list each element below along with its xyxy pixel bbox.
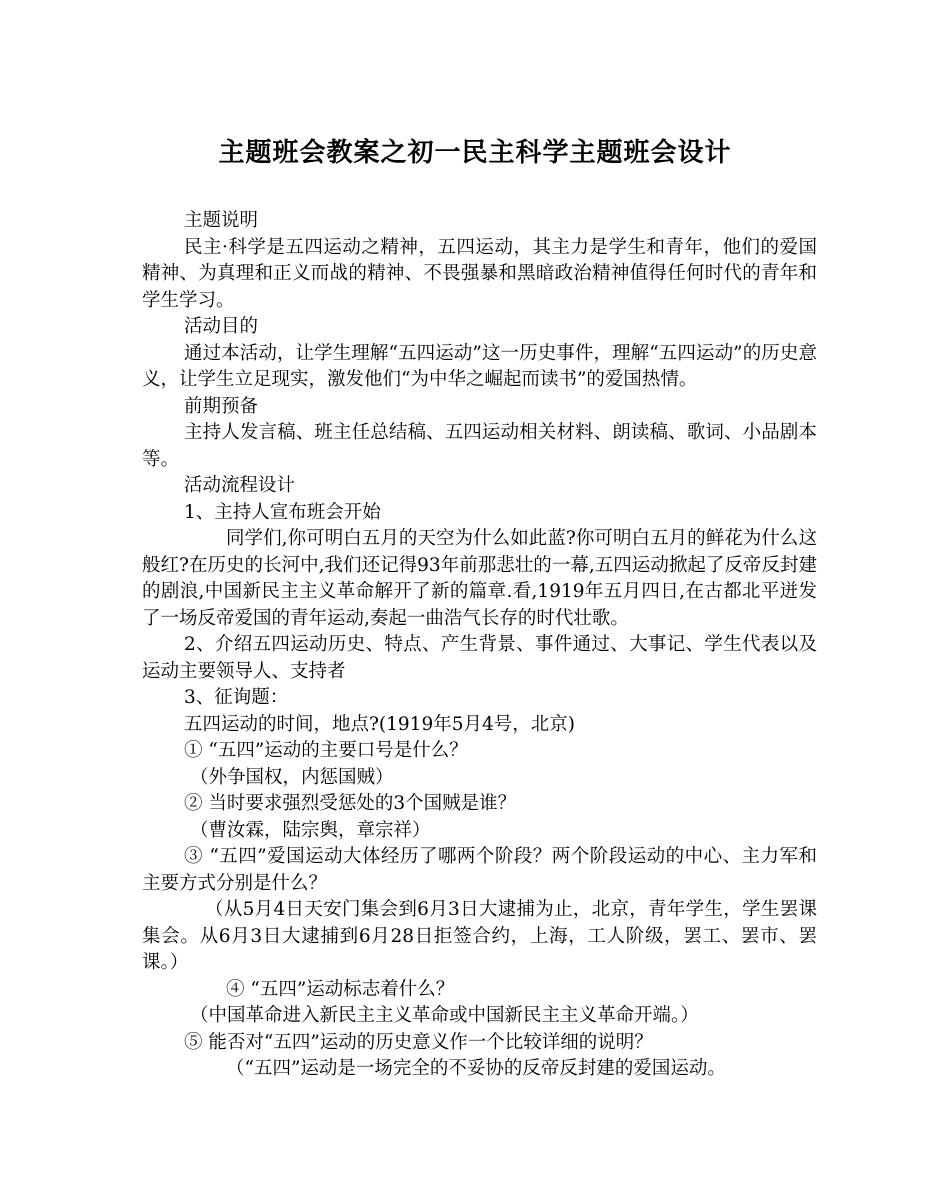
list-item: 3、征询题： xyxy=(184,687,289,708)
answer: （外争国权，内惩国贼） xyxy=(190,766,394,788)
answer: （从5月4日天安门集会到6月3日大逮捕为止，北京，青年学生，学生罢课集会。从6月3日大逮捕到6月28日拒签合约，上海，工人阶级，罢工、罢市、罢课。） xyxy=(142,899,817,973)
document-body xyxy=(142,208,817,1083)
answer: （曹汝霖，陆宗舆，章宗祥） xyxy=(190,819,431,841)
question: 五四运动的时间，地点?(1919年5月4号，北京) xyxy=(184,713,575,735)
list-item: 1、主持人宣布班会开始 xyxy=(184,501,381,523)
question: ② 当时要求强烈受惩处的3个国贼是谁？ xyxy=(184,793,517,814)
question: ⑤ 能否对“五四”运动的历史意义作一个比较详细的说明？ xyxy=(184,1031,653,1053)
section-heading: 主题说明 xyxy=(184,210,259,231)
question: ① “五四”运动的主要口号是什么？ xyxy=(184,740,468,761)
question: ③ “五四”爱国运动大体经历了哪两个阶段？两个阶段运动的中心、主力军和主要方式分别是什么？ xyxy=(142,846,817,894)
paragraph: 通过本活动，让学生理解“五四运动”这一历史事件，理解“五四运动”的历史意义，让学生立足现实，激发他们“为中华之崛起而读书”的爱国热情。 xyxy=(142,342,817,390)
list-item: 2、介绍五四运动历史、特点、产生背景、事件通过、大事记、学生代表以及运动主要领导人、支持者 xyxy=(142,634,817,682)
document-title: 主题班会教案之初一民主科学主题班会设计 xyxy=(218,138,732,168)
answer: （中国革命进入新民主主义革命或中国新民主主义革命开端。） xyxy=(190,1005,699,1026)
section-heading: 活动目的 xyxy=(184,316,259,337)
question: ④ “五四”运动标志着什么？ xyxy=(226,978,455,1000)
paragraph: 主持人发言稿、班主任总结稿、五四运动相关材料、朗读稿、歌词、小品剧本等。 xyxy=(142,422,817,470)
section-heading: 活动流程设计 xyxy=(184,475,296,496)
paragraph: 民主·科学是五四运动之精神，五四运动，其主力是学生和青年，他们的爱国精神、为真理和正义而战的精神、不畏强暴和黑暗政治精神值得任何时代的青年和学生学习。 xyxy=(142,236,817,311)
section-heading: 前期预备 xyxy=(184,395,259,417)
answer: （“五四”运动是一场完全的不妥协的反帝反封建的爱国运动。 xyxy=(226,1058,726,1079)
paragraph: 同学们,你可明白五月的天空为什么如此蓝?你可明白五月的鲜花为什么这般红?在历史的长河中,我们还记得93年前那悲壮的一幕,五四运动掀起了反帝反封建的剧浪,中国新民主主义革命解开了新的篇章.看,1919年五月四日,在古都北平迸发了一场反帝爱国的青年运动,奏起一曲浩气长存的时代壮歌。 xyxy=(142,528,817,629)
